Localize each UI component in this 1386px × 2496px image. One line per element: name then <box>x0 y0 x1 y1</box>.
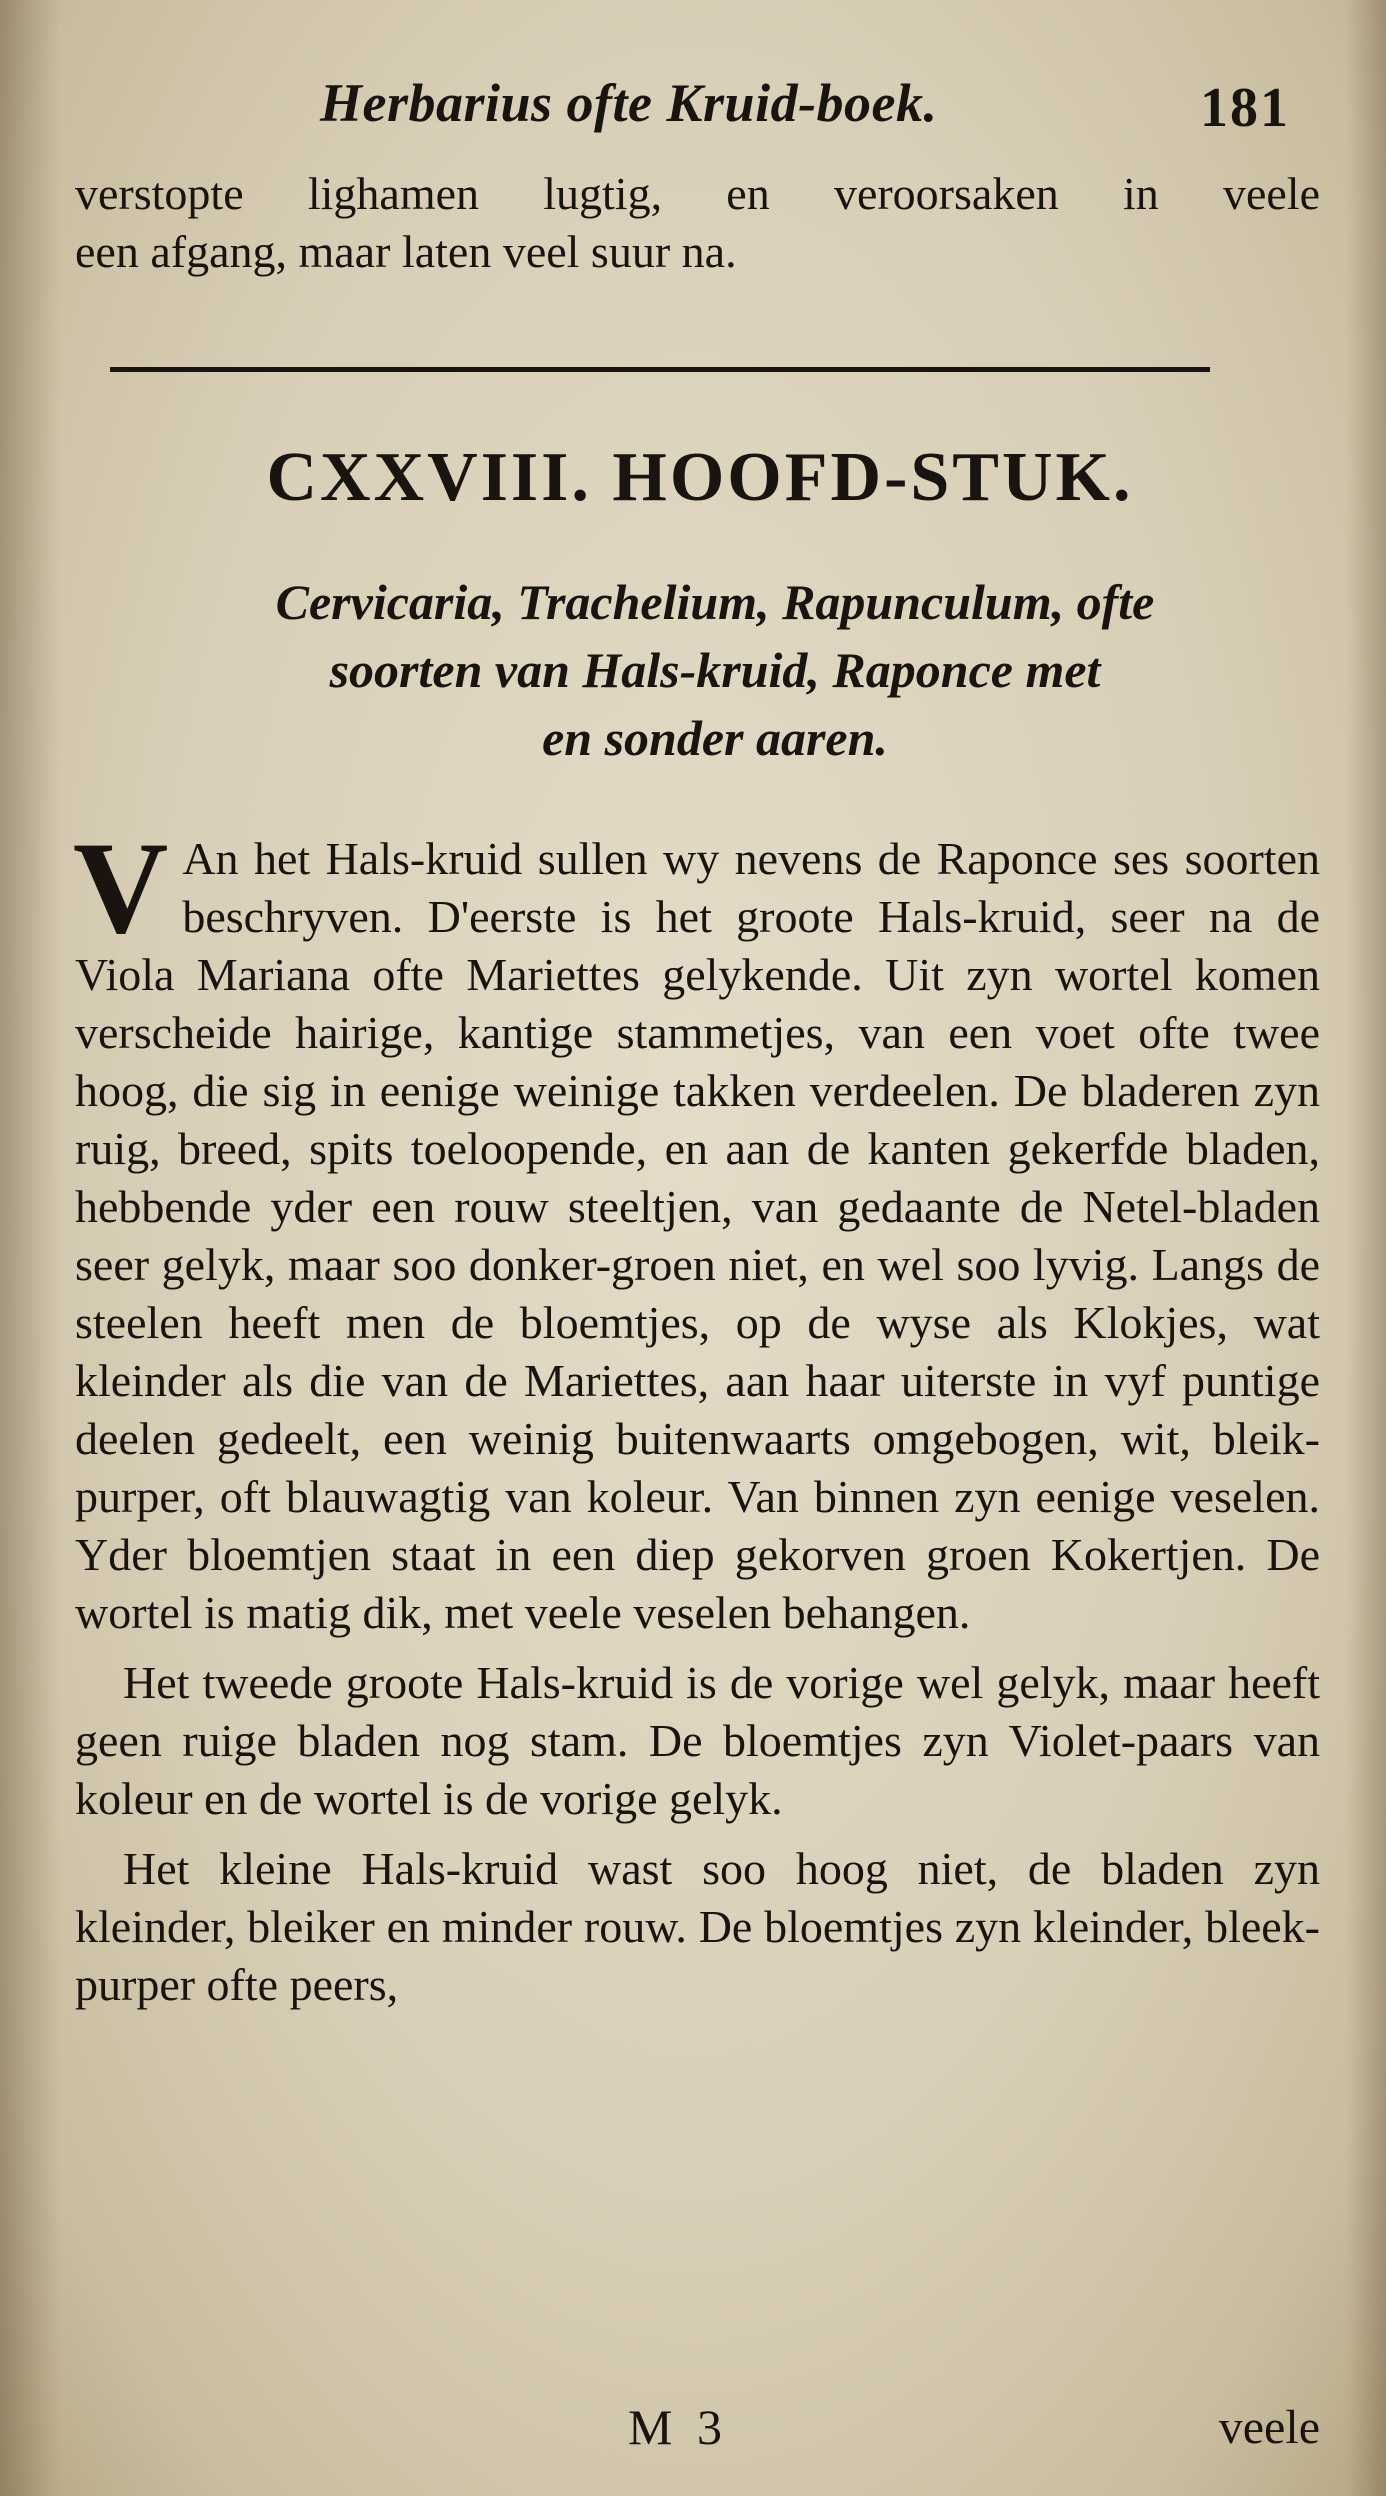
main-text <box>73 814 1320 2014</box>
signature-mark: M 3 <box>628 2399 728 2455</box>
subtitle-line: Cervicaria, Trachelium, Rapunculum, ofte <box>275 574 1155 630</box>
chapter-subtitle <box>180 568 1250 772</box>
section-divider-rule <box>110 367 1210 372</box>
catchword: veele <box>1218 2401 1320 2454</box>
running-head-title: Herbarius ofte Kruid-boek. <box>320 73 938 133</box>
continuation-paragraph <box>75 165 1320 281</box>
body-paragraph-3: Het kleine Hals-kruid wast soo hoog niet, de bladen zyn kleinder, bleiker en minder rouw. De bloemtjes zyn kleinder, bleek-purper ofte peers, <box>75 1843 1320 2010</box>
subtitle-line: soorten van Hals-kruid, Raponce met <box>329 642 1101 698</box>
subtitle-line: en sonder aaren. <box>542 710 888 766</box>
continuation-line: een afgang, maar laten veel suur na. <box>75 226 737 277</box>
paragraph-text: An het Hals-kruid sullen wy nevens de Raponce ses soorten beschryven. D'eerste is het groote Hals-kruid, seer na de Viola Mariana ofte Mariettes gelykende. Uit zyn wortel komen verscheide hairige, kantige stammetjes, van een voet ofte twee hoog, die sig in eenige weinige takken verdeelen. De bladeren zyn ruig, breed, spits toeloopende, en aan de kanten gekerfde bladen, hebbende yder een rouw steeltjen, van gedaante de Netel-bladen seer gelyk, maar soo donker-groen niet, en wel soo lyvig. Langs de steelen heeft men de bloemtjes, op de wyse als Klokjes, wat kleinder als die van de Mariettes, aan haar uiterste in vyf puntige deelen gedeelt, een weinig buitenwaarts omgebogen, wit, bleik-purper, oft blauwagtig van koleur. Van binnen zyn eenige veselen. Yder bloemtjen staat in een diep gekorven groen Kokertjen. De wortel is matig dik, met veele veselen behangen. <box>75 833 1320 1638</box>
continuation-line: verstopte lighamen lugtig, en veroorsaken in veele <box>75 168 1320 219</box>
chapter-heading: CXXVIII. HOOFD-STUK. <box>266 439 1134 516</box>
body-paragraph-2: Het tweede groote Hals-kruid is de vorige wel gelyk, maar heeft geen ruige bladen nog stam. De bloemtjes zyn Violet-paars van koleur en de wortel is de vorige gelyk. <box>75 1657 1320 1824</box>
body-paragraph-1 <box>73 814 1320 1642</box>
page-number: 181 <box>1200 77 1290 139</box>
drop-cap: V <box>73 814 169 961</box>
